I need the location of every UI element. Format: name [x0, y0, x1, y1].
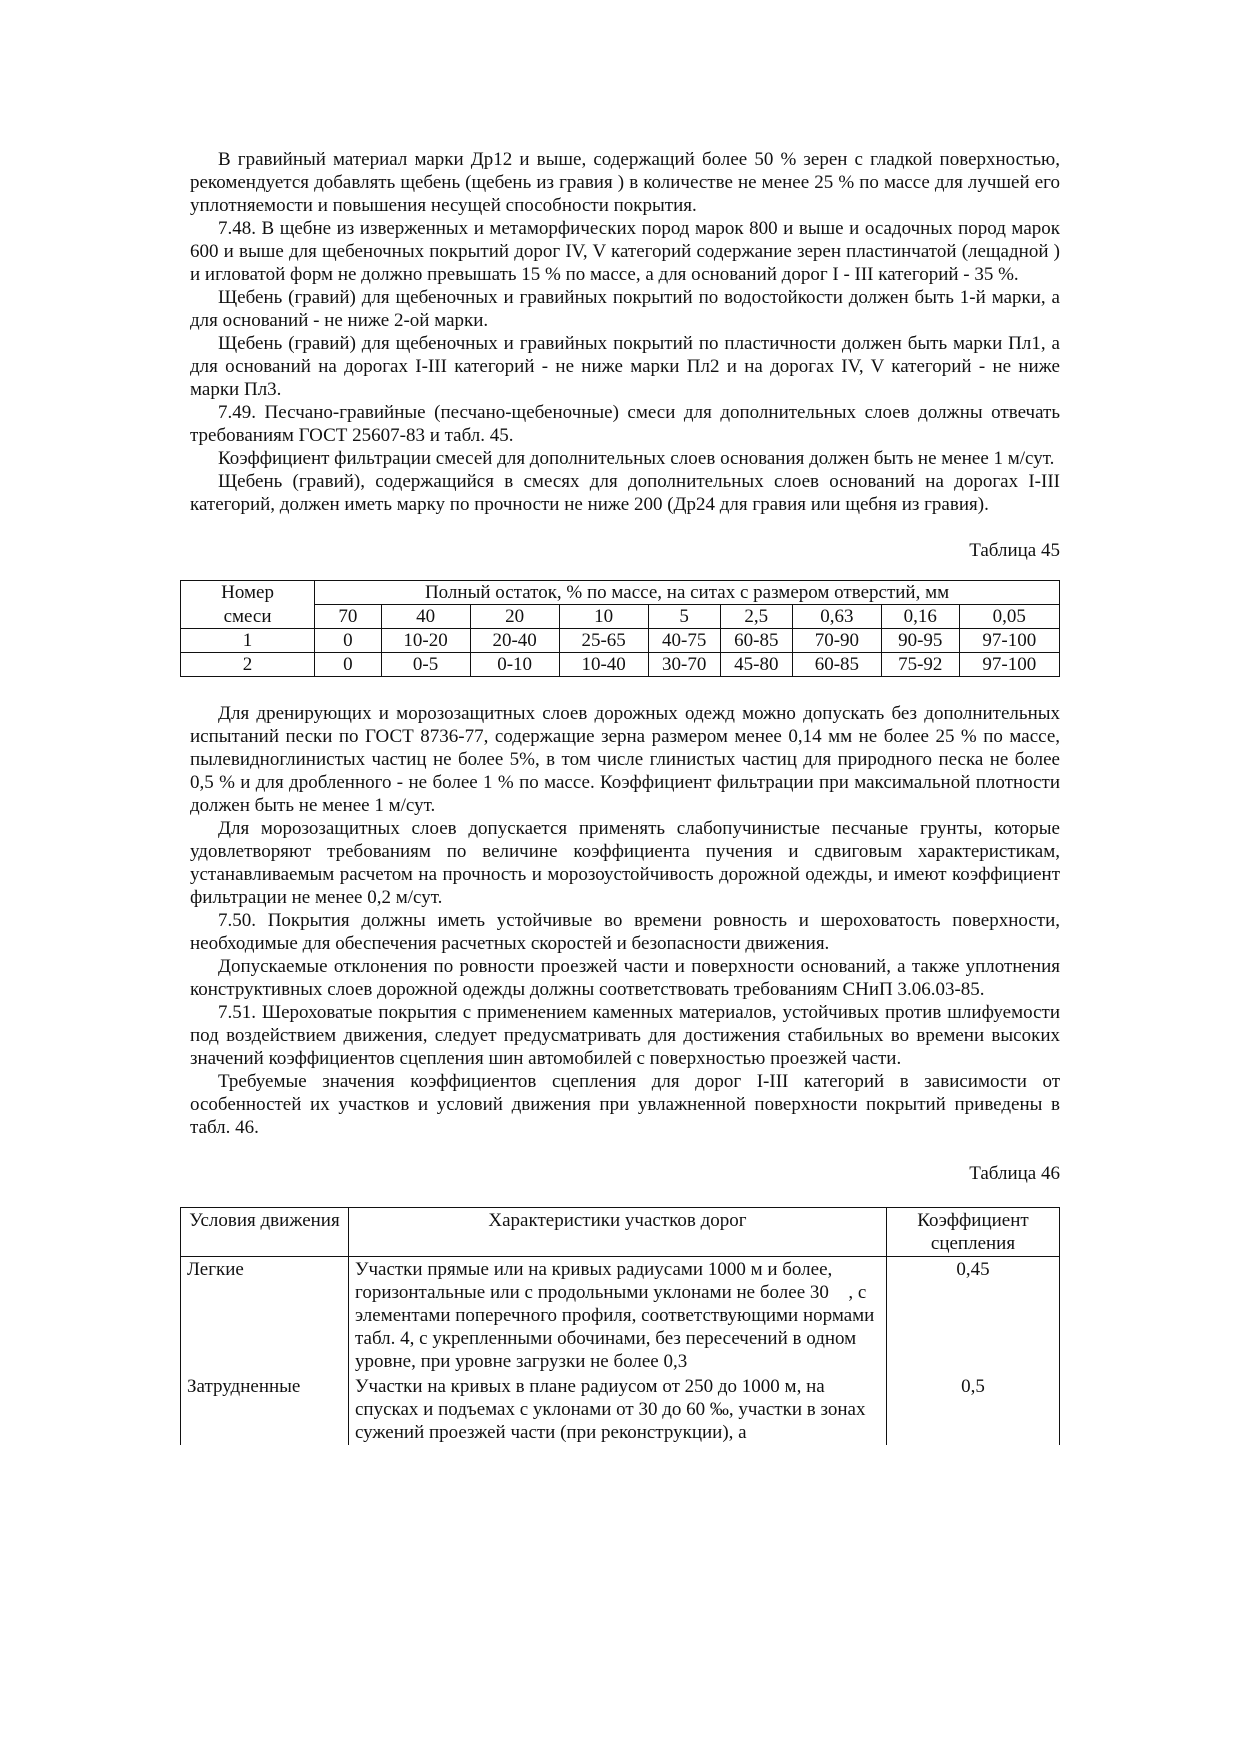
table-header-row [181, 605, 1060, 629]
table-cell: 10-20 [381, 629, 470, 653]
table-cell: 90-95 [881, 629, 959, 653]
description-cell: Участки на кривых в плане радиусом от 250 до 1000 м, на спусках и подъемах с уклонами от 30 до 60 ‰, участки в зонах сужений проезжей части (при реконструкции), а [349, 1374, 887, 1445]
table-header-cell: Полный остаток, % по массе, на ситах с размером отверстий, мм [315, 581, 1060, 605]
table-header-cell: 70 [315, 605, 381, 629]
table-header-cell: 0,16 [881, 605, 959, 629]
table-header-cell: смеси [181, 605, 315, 629]
condition-cell: Затрудненные [181, 1374, 349, 1445]
table-header-cell: 20 [470, 605, 559, 629]
table-cell: 60-85 [720, 629, 792, 653]
paragraph: Допускаемые отклонения по ровности проезжей части и поверхности оснований, а также уплотнения конструктивных слоев дорожной одежды должны соответствовать требованиям СНиП 3.06.03-85. [190, 956, 1060, 1000]
table-cell: 25-65 [559, 629, 648, 653]
table-header-cell: 2,5 [720, 605, 792, 629]
table-cell: 70-90 [792, 629, 881, 653]
table-cell: 20-40 [470, 629, 559, 653]
table-cell: 75-92 [881, 653, 959, 677]
coefficient-cell: 0,45 [887, 1257, 1060, 1375]
table-row [181, 1374, 1060, 1445]
paragraph: В гравийный материал марки Др12 и выше, содержащий более 50 % зерен с гладкой поверхностью, рекомендуется добавлять щебень (щебень из гравия ) в количестве не менее 25 % по массе для лучшей его уплотняемости и повышения несущей способности покрытия. [190, 149, 1060, 216]
paragraph: 7.50. Покрытия должны иметь устойчивые во времени ровность и шероховатость поверхности, необходимые для обеспечения расчетных скоростей и безопасности движения. [190, 910, 1060, 954]
table-46 [180, 1207, 1060, 1445]
paragraph: Щебень (гравий) для щебеночных и гравийных покрытий по водостойкости должен быть 1-й марки, а для оснований - не ниже 2-ой марки. [190, 287, 1060, 331]
table-cell: 45-80 [720, 653, 792, 677]
paragraph: 7.48. В щебне из изверженных и метаморфических пород марок 800 и выше и осадочных пород марок 600 и выше для щебеночных покрытий дорог IV, V категорий содержание зерен пластинчатой (лещадной ) и игловатой форм не должно превышать 15 % по массе, а для оснований дорог I - III категорий - 35 %. [190, 218, 1060, 285]
table-cell: 0 [315, 629, 381, 653]
paragraph: Для дренирующих и морозозащитных слоев дорожных одежд можно допускать без дополнительных испытаний пески по ГОСТ 8736-77, содержащие зерна размером менее 0,14 мм не более 25 % по массе, пылевидноглинистых частиц не более 5%, в том числе глинистых частиц для природного песка не более 0,5 % и для дробленного - не более 1 % по массе. Коэффициент фильтрации при максимальной плотности должен быть не менее 1 м/сут. [190, 703, 1060, 816]
document-page [187, 148, 1060, 1445]
table-header-cell: 5 [648, 605, 720, 629]
paragraph: Для морозозащитных слоев допускается применять слабопучинистые песчаные грунты, которые удовлетворяют требованиям по величине коэффициента пучения и сдвиговым характеристикам, устанавливаемым расчетом на прочность и морозоустойчивость дорожной одежды, и имеют коэффициент фильтрации не менее 0,2 м/сут. [190, 818, 1060, 908]
table-46-caption: Таблица 46 [969, 1163, 1060, 1184]
table-header-cell: Условия движения [181, 1208, 349, 1257]
table-row [181, 653, 1060, 677]
table-header-cell: 0,05 [959, 605, 1059, 629]
paragraph: Требуемые значения коэффициентов сцепления для дорог I-III категорий в зависимости от особенностей их участков и условий движения при увлажненной поверхности покрытий приведены в табл. 46. [190, 1071, 1060, 1138]
table-cell: 10-40 [559, 653, 648, 677]
table-row [181, 1257, 1060, 1375]
table-45 [180, 580, 1060, 677]
paragraph: 7.51. Шероховатые покрытия с применением каменных материалов, устойчивых против шлифуемости под воздействием движения, следует предусматривать для достижения стабильных во времени высоких значений коэффициентов сцепления шин автомобилей с поверхностью проезжей части. [190, 1002, 1060, 1069]
paragraphs-top [190, 148, 1060, 516]
table-cell: 40-75 [648, 629, 720, 653]
table-header-row [181, 581, 1060, 605]
table-cell: 1 [181, 629, 315, 653]
paragraph: 7.49. Песчано-гравийные (песчано-щебеночные) смеси для дополнительных слоев должны отвечать требованиям ГОСТ 25607-83 и табл. 45. [190, 402, 1060, 446]
table-cell: 30-70 [648, 653, 720, 677]
paragraph: Щебень (гравий), содержащийся в смесях для дополнительных слоев оснований на дорогах I-III категорий, должен иметь марку по прочности не ниже 200 (Др24 для гравия или щебня из гравия). [190, 471, 1060, 515]
table-header-row [181, 1208, 1060, 1257]
table-cell: 97-100 [959, 629, 1059, 653]
table-cell: 0-10 [470, 653, 559, 677]
table-cell: 97-100 [959, 653, 1059, 677]
paragraph: Щебень (гравий) для щебеночных и гравийных покрытий по пластичности должен быть марки Пл1, а для оснований на дорогах I-III категорий - не ниже марки Пл2 и на дорогах IV, V категорий - не ниже марки Пл3. [190, 333, 1060, 400]
table-header-cell: 10 [559, 605, 648, 629]
table-cell: 0-5 [381, 653, 470, 677]
table-cell: 2 [181, 653, 315, 677]
table-header-cell: 40 [381, 605, 470, 629]
table-header-cell: 0,63 [792, 605, 881, 629]
description-cell: Участки прямые или на кривых радиусами 1000 м и более, горизонтальные или с продольными уклонами не более 30  , с элементами поперечного профиля, соответствующими нормами табл. 4, с укрепленными обочинами, без пересечений в одном уровне, при уровне загрузки не более 0,3 [349, 1257, 887, 1375]
table-cell: 0 [315, 653, 381, 677]
table-header-cell: Характеристики участков дорог [349, 1208, 887, 1257]
paragraphs-mid [190, 702, 1060, 1139]
table-header-cell: Коэффициент сцепления [887, 1208, 1060, 1257]
table-cell: 60-85 [792, 653, 881, 677]
paragraph: Коэффициент фильтрации смесей для дополнительных слоев основания должен быть не менее 1 м/сут. [218, 448, 1055, 469]
table-row [181, 629, 1060, 653]
coefficient-cell: 0,5 [887, 1374, 1060, 1445]
condition-cell: Легкие [181, 1257, 349, 1375]
table-45-caption: Таблица 45 [969, 540, 1060, 561]
table-header-cell: Номер [181, 581, 315, 605]
